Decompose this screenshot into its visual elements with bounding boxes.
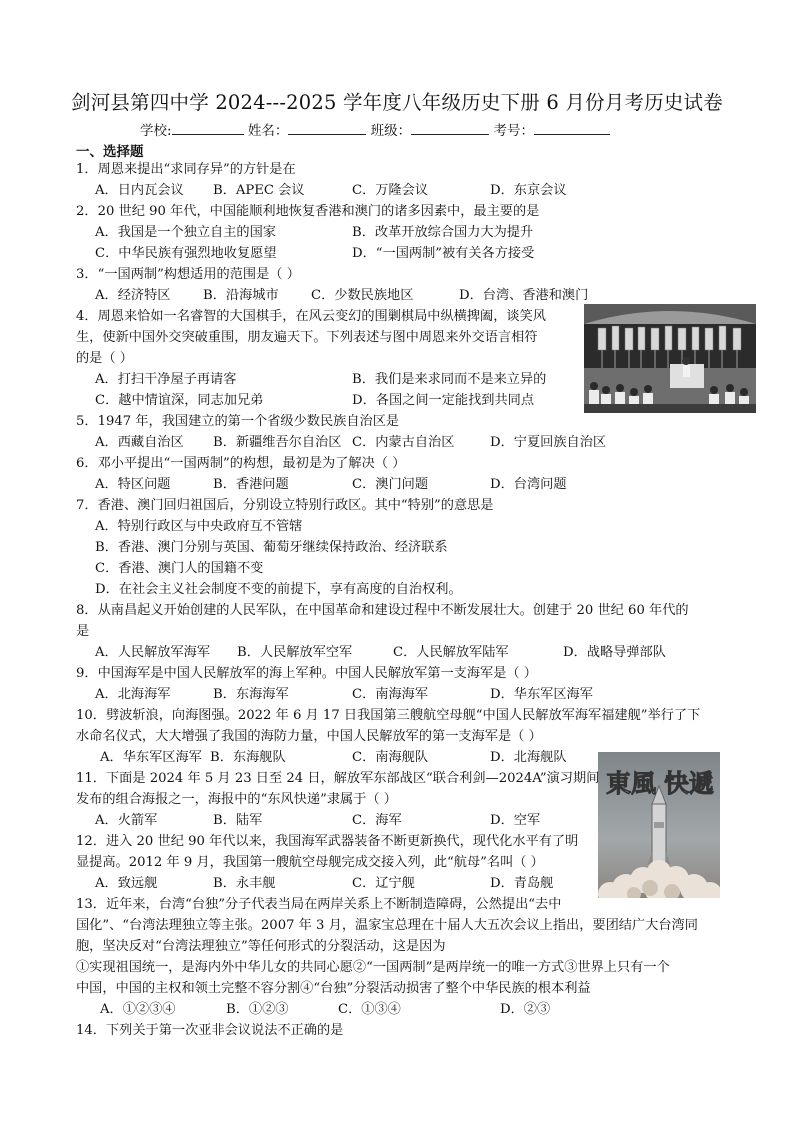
q5-option-b[interactable]: B．新疆维吾尔自治区	[213, 435, 342, 450]
question-12-stem-line1: 12．进入 20 世纪 90 年代以来，我国海军武器装备不断更新换代，现代化水平有了明	[76, 834, 579, 849]
q12-option-d[interactable]: D．青岛舰	[490, 876, 554, 891]
q12-option-a[interactable]: A．致远舰	[95, 876, 158, 891]
q3-option-a[interactable]: A．经济特区	[95, 288, 171, 303]
question-13-stem-line3: 胞，坚决反对“台湾法理独立”等任何形式的分裂活动，这是因为	[76, 939, 446, 954]
q10-option-d[interactable]: D．北海舰队	[490, 750, 567, 765]
question-13-stem-line4: ①实现祖国统一，是海内外中华儿女的共同心愿②“一国两制”是两岸统一的唯一方式③世界上只有一个	[76, 960, 670, 975]
q8-option-a[interactable]: A．人民解放军海军	[95, 645, 211, 660]
q8-option-d[interactable]: D．战略导弹部队	[563, 645, 666, 660]
class-field[interactable]	[411, 122, 489, 135]
q11-option-d[interactable]: D．空军	[490, 813, 541, 828]
question-13-stem-line1: 13．近年来，台湾“台独”分子代表当局在两岸关系上不断制造障碍，公然提出“去中	[76, 897, 562, 912]
q3-option-d[interactable]: D．台湾、香港和澳门	[459, 288, 589, 303]
q9-option-a[interactable]: A．北海海军	[95, 687, 171, 702]
q5-option-c[interactable]: C．内蒙古自治区	[352, 435, 455, 450]
q7-option-c[interactable]: C．香港、澳门人的国籍不变	[95, 561, 264, 576]
name-label: 姓名：	[247, 123, 289, 139]
q2-option-b[interactable]: B．改革开放综合国力大为提升	[352, 225, 534, 240]
q11-option-c[interactable]: C．海军	[352, 813, 402, 828]
exam-number-label: 考号：	[493, 123, 534, 139]
q11-option-b[interactable]: B．陆军	[213, 813, 263, 828]
question-11-stem-line1: 11．下面是 2024 年 5 月 23 日至 24 日，解放军东部战区“联合利剑—2024A”演习期间	[76, 771, 600, 786]
q6-option-a[interactable]: A．特区问题	[95, 477, 171, 492]
question-12-stem-line2: 显提高。2012 年 9 月，我国第一艘航空母舰完成交接入列，此“航母”名叫（ ）	[76, 855, 544, 870]
q13-option-a[interactable]: A．①②③④	[100, 1002, 176, 1017]
q2-option-d[interactable]: D．“一国两制”被有关各方接受	[352, 246, 535, 261]
question-10-stem-line1: 10．劈波斩浪，向海图强。2022 年 6 月 17 日我国第三艘航空母舰“中国人民解放军海军福建舰”举行了下	[76, 708, 701, 723]
q11-option-a[interactable]: A．火箭军	[95, 813, 158, 828]
question-8-stem-line1: 8．从南昌起义开始创建的人民军队，在中国革命和建设过程中不断发展壮大。创建于 20 世纪 60 年代的	[76, 603, 689, 618]
q10-option-a[interactable]: A．华东军区海军	[100, 750, 202, 765]
q9-option-c[interactable]: C．南海海军	[352, 687, 429, 702]
q8-option-c[interactable]: C．人民解放军陆军	[393, 645, 509, 660]
q6-option-d[interactable]: D．台湾问题	[490, 477, 567, 492]
question-11-stem-line2: 发布的组合海报之一，海报中的“东风快递”隶属于（ ）	[76, 792, 397, 807]
school-field[interactable]	[172, 122, 244, 135]
question-8-stem-line2: 是	[76, 624, 90, 639]
exam-number-field[interactable]	[534, 122, 610, 135]
q1-option-c[interactable]: C．万隆会议	[352, 183, 429, 198]
q10-option-c[interactable]: C．南海舰队	[352, 750, 429, 765]
name-field[interactable]	[288, 122, 366, 135]
q6-option-c[interactable]: C．澳门问题	[352, 477, 429, 492]
conference-photo	[584, 304, 756, 413]
question-10-stem-line2: 水命名仪式，大大增强了我国的海防力量，中国人民解放军的第一支海军是（ ）	[76, 729, 542, 744]
q12-option-b[interactable]: B．永丰舰	[213, 876, 276, 891]
q1-option-b[interactable]: B．APEC 会议	[213, 183, 305, 198]
question-3-stem: 3．“一国两制”构想适用的范围是（ ）	[76, 267, 300, 282]
question-4-stem-line3: 的是（ ）	[76, 351, 133, 366]
q7-option-a[interactable]: A．特别行政区与中央政府互不管辖	[95, 519, 303, 534]
school-label: 学校:	[140, 123, 172, 139]
q1-option-d[interactable]: D．东京会议	[490, 183, 567, 198]
question-1-stem: 1．周恩来提出“求同存异”的方针是在	[76, 162, 296, 177]
question-5-stem: 5．1947 年，我国建立的第一个省级少数民族自治区是	[76, 414, 400, 429]
q1-option-a[interactable]: A．日内瓦会议	[95, 183, 184, 198]
poster-text-dongfeng: 東風	[606, 769, 657, 798]
question-13-stem-line2: 国化”、“台湾法理独立等主张。2007 年 3 月，温家宝总理在十届人大五次会议上指出，要团结广大台湾同	[76, 918, 698, 933]
q4-option-a[interactable]: A．打扫干净屋子再请客	[95, 372, 237, 387]
q4-option-b[interactable]: B．我们是来求同而不是来立异的	[352, 372, 547, 387]
q10-option-b[interactable]: B．东海舰队	[210, 750, 286, 765]
q7-option-d[interactable]: D．在社会主义社会制度不变的前提下，享有高度的自治权利。	[95, 582, 462, 597]
question-14-stem: 14．下列关于第一次亚非会议说法不正确的是	[76, 1023, 344, 1038]
question-13-stem-line5: 中国，中国的主权和领土完整不容分割④“台独”分裂活动损害了整个中华民族的根本利益	[76, 981, 591, 996]
q8-option-b[interactable]: B．人民解放军空军	[237, 645, 353, 660]
question-6-stem: 6．邓小平提出“一国两制”的构想，最初是为了解决（ ）	[76, 456, 406, 471]
q4-option-d[interactable]: D．各国之间一定能找到共同点	[352, 393, 535, 408]
q7-option-b[interactable]: B．香港、澳门分别与英国、葡萄牙继续保持政治、经济联系	[95, 540, 448, 555]
q2-option-c[interactable]: C．中华民族有强烈地收复愿望	[95, 246, 277, 261]
q5-option-d[interactable]: D．宁夏回族自治区	[490, 435, 607, 450]
q12-option-c[interactable]: C．辽宁舰	[352, 876, 415, 891]
question-9-stem: 9．中国海军是中国人民解放军的海上军种。中国人民解放军第一支海军是（ ）	[76, 666, 537, 681]
q6-option-b[interactable]: B．香港问题	[213, 477, 289, 492]
class-label: 班级：	[370, 123, 412, 139]
q9-option-d[interactable]: D．华东军区海军	[490, 687, 593, 702]
poster-text-express: 快遞	[664, 769, 715, 798]
question-7-stem: 7．香港、澳门回归祖国后，分别设立特别行政区。其中“特别”的意思是	[76, 498, 494, 513]
q4-option-c[interactable]: C．越中情谊深，同志加兄弟	[95, 393, 264, 408]
q3-option-c[interactable]: C．少数民族地区	[311, 288, 414, 303]
question-4-stem-line2: 生，使新中国外交突破重围，朋友遍天下。下列表述与图中周恩来外交语言相符	[76, 330, 538, 345]
section-heading: 一、选择题	[76, 144, 144, 160]
dongfeng-express-poster	[598, 752, 720, 898]
question-2-stem: 2．20 世纪 90 年代，中国能顺利地恢复香港和澳门的诸多因素中，最主要的是	[76, 204, 540, 219]
q9-option-b[interactable]: B．东海海军	[213, 687, 289, 702]
exam-title: 剑河县第四中学 2024---2025 学年度八年级历史下册 6 月份月考历史试卷	[71, 91, 723, 114]
q13-option-d[interactable]: D．②③	[500, 1002, 551, 1017]
q13-option-c[interactable]: C．①③④	[338, 1002, 401, 1017]
student-info-line	[140, 119, 610, 139]
q5-option-a[interactable]: A．西藏自治区	[95, 435, 184, 450]
q13-option-b[interactable]: B．①②③	[226, 1002, 289, 1017]
q3-option-b[interactable]: B．沿海城市	[203, 288, 279, 303]
q2-option-a[interactable]: A．我国是一个独立自主的国家	[95, 225, 276, 240]
question-4-stem-line1: 4．周恩来恰如一名睿智的大国棋手，在风云变幻的围剿棋局中纵横捭阖，谈笑风	[76, 309, 546, 324]
